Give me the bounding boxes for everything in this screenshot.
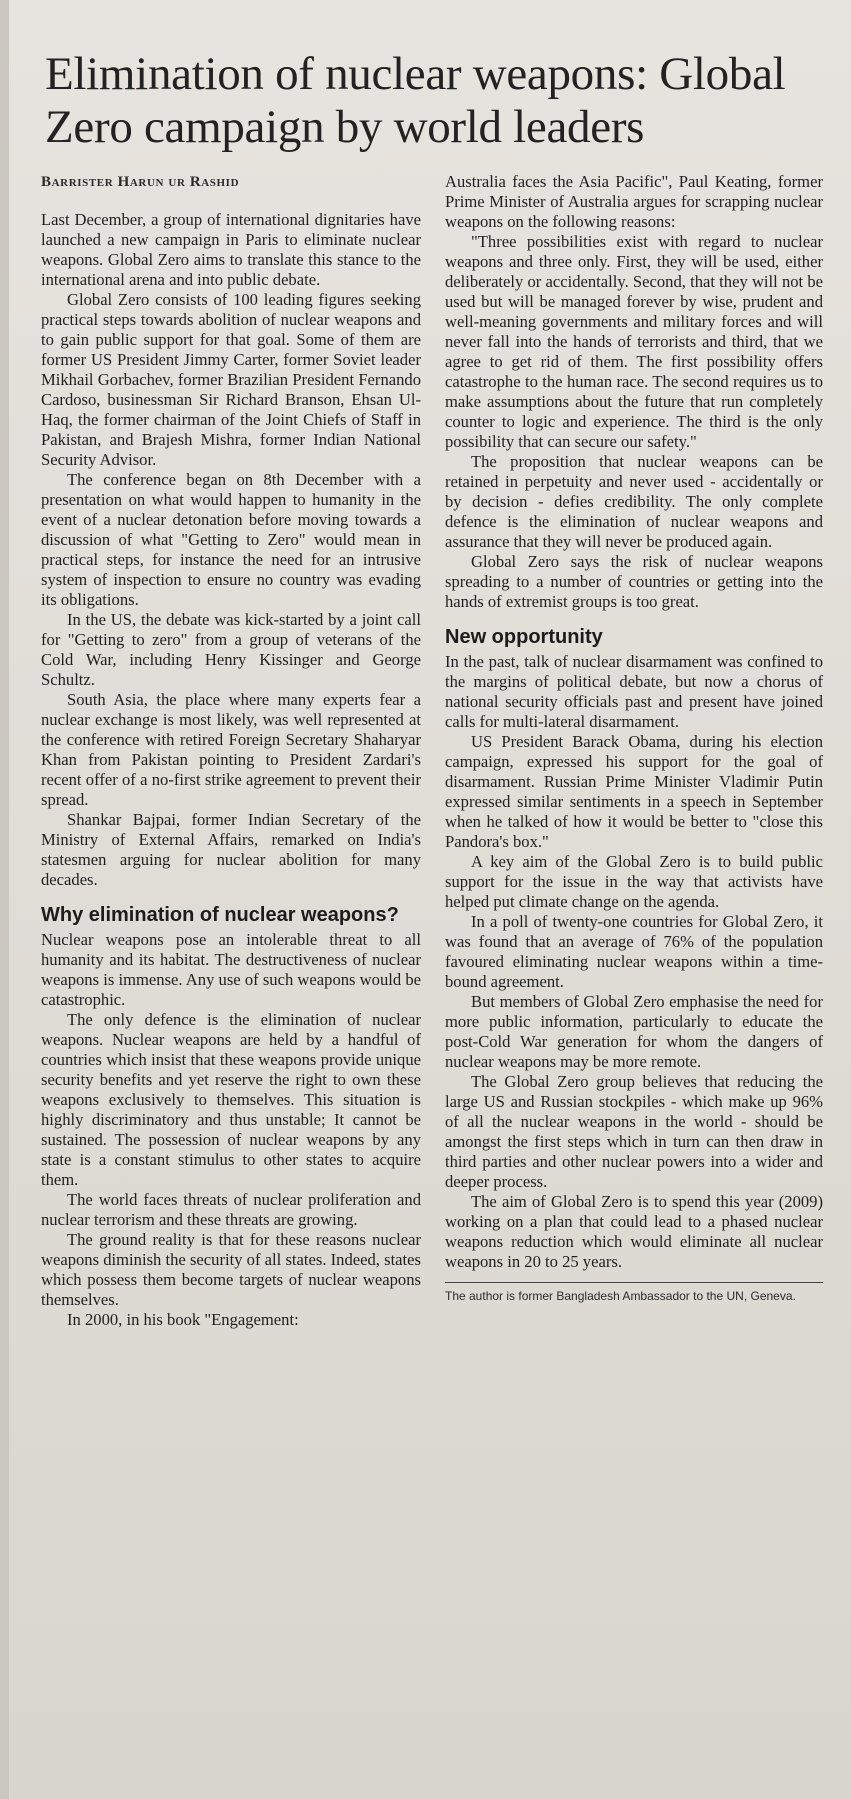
article-paragraph: In the US, the debate was kick-started by a joint call for "Getting to zero" from a group of veterans of the Cold War, including Henry Kissinger and George Schultz.	[41, 610, 421, 689]
article-paragraph: Nuclear weapons pose an intolerable threat to all humanity and its habitat. The destructiveness of nuclear weapons is immense. Any use of such weapons would be catastrophic.	[41, 930, 421, 1009]
article-paragraph: Global Zero consists of 100 leading figures seeking practical steps towards abolition of nuclear weapons and to gain public support for that goal. Some of them are former US President Jimmy Carter, former Soviet leader Mikhail Gorbachev, former Brazilian President Fernando Cardoso, businessman Sir Richard Branson, Ehsan Ul-Haq, the former chairman of the Joint Chiefs of Staff in Pakistan, and Brajesh Mishra, former Indian National Security Advisor.	[41, 290, 421, 469]
article-paragraph: The aim of Global Zero is to spend this year (2009) working on a plan that could lead to a phased nuclear weapons reduction which would eliminate all nuclear weapons in 20 to 25 years.	[445, 1192, 823, 1271]
article-paragraph: Australia faces the Asia Pacific", Paul Keating, former Prime Minister of Australia argues for scrapping nuclear weapons on the following reasons:	[445, 172, 823, 231]
article-paragraph: But members of Global Zero emphasise the need for more public information, particularly to educate the post-Cold War generation for whom the dangers of nuclear weapons may be more remote.	[445, 992, 823, 1071]
article-paragraph: In 2000, in his book "Engagement:	[67, 1310, 299, 1329]
article-paragraph: The proposition that nuclear weapons can be retained in perpetuity and never used - accidentally or by decision - defies credibility. The only complete defence is the elimination of nuclear weapons and assurance that they will never be produced again.	[445, 452, 823, 551]
article-paragraph: In a poll of twenty-one countries for Global Zero, it was found that an average of 76% of the population favoured eliminating nuclear weapons within a time-bound agreement.	[445, 912, 823, 991]
article-paragraph: South Asia, the place where many experts fear a nuclear exchange is most likely, was well represented at the conference with retired Foreign Secretary Shaharyar Khan from Pakistan pointing to President Zardari's recent offer of a no-first strike agreement to prevent their spread.	[41, 690, 421, 809]
article-paragraph: Last December, a group of international dignitaries have launched a new campaign in Paris to eliminate nuclear weapons. Global Zero aims to translate this stance to the international arena and into public debate.	[41, 210, 421, 289]
article-paragraph: The only defence is the elimination of nuclear weapons. Nuclear weapons are held by a handful of countries which insist that these weapons provide unique security benefits and yet reserve the right to own these weapons exclusively to themselves. This situation is highly discriminatory and thus unstable; It cannot be sustained. The possession of nuclear weapons by any state is a constant stimulus to other states to acquire them.	[41, 1010, 421, 1189]
author-footnote: The author is former Bangladesh Ambassador to the UN, Geneva.	[445, 1289, 796, 1303]
subheading-why-elimination: Why elimination of nuclear weapons?	[41, 904, 399, 926]
footnote-divider	[445, 1282, 823, 1283]
article-column-left	[41, 172, 421, 1330]
article-paragraph: A key aim of the Global Zero is to build public support for the issue in the way that activists have helped put climate change on the agenda.	[445, 852, 823, 911]
article-column-right	[445, 172, 823, 1304]
article-paragraph: The Global Zero group believes that reducing the large US and Russian stockpiles - which make up 96% of all the nuclear weapons in the world - should be amongst the first steps which in turn can then draw in third parties and other nuclear powers into a wider and deeper process.	[445, 1072, 823, 1191]
article-paragraph: "Three possibilities exist with regard to nuclear weapons and three only. First, they will be used, either deliberately or accidentally. Second, that they will not be used but will be managed forever by wise, prudent and well-meaning governments and military forces and will never fall into the hands of terrorists and third, that we agree to get rid of them. The first possibility offers catastrophe to the human race. The second requires us to make assumptions about the future that run completely counter to logic and experience. The third is the only possibility that can secure our safety."	[445, 232, 823, 451]
page-edge-shadow	[0, 0, 9, 1799]
article-paragraph: Global Zero says the risk of nuclear weapons spreading to a number of countries or getting into the hands of extremist groups is too great.	[445, 552, 823, 611]
article-paragraph: The world faces threats of nuclear proliferation and nuclear terrorism and these threats are growing.	[41, 1190, 421, 1229]
article-paragraph: In the past, talk of nuclear disarmament was confined to the margins of political debate, but now a chorus of national security officials past and present have joined calls for multi-lateral disarmament.	[445, 652, 823, 731]
article-paragraph: US President Barack Obama, during his election campaign, expressed his support for the goal of disarmament. Russian Prime Minister Vladimir Putin expressed similar sentiments in a speech in September when he talked of how it would be better to "close this Pandora's box."	[445, 732, 823, 851]
article-paragraph: Shankar Bajpai, former Indian Secretary of the Ministry of External Affairs, remarked on India's statesmen arguing for nuclear abolition for many decades.	[41, 810, 421, 889]
article-byline: Barrister Harun ur Rashid	[41, 174, 240, 190]
subheading-new-opportunity: New opportunity	[445, 626, 603, 648]
article-paragraph: The ground reality is that for these reasons nuclear weapons diminish the security of all states. Indeed, states which possess them become targets of nuclear weapons themselves.	[41, 1230, 421, 1309]
article-headline: Elimination of nuclear weapons: Global Zero campaign by world leaders	[45, 48, 786, 153]
article-paragraph: The conference began on 8th December with a presentation on what would happen to humanity in the event of a nuclear detonation before moving towards a discussion of what "Getting to Zero" would mean in practical steps, for instance the need for an intrusive system of inspection to ensure no country was evading its obligations.	[41, 470, 421, 609]
